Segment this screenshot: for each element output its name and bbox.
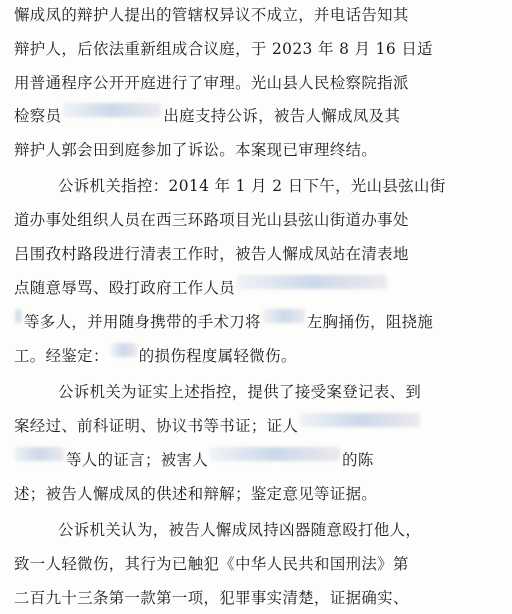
text-line xyxy=(0,481,512,507)
text-line xyxy=(0,447,512,473)
text-line xyxy=(0,137,512,163)
text: 左胸捅伤，阻挠施 xyxy=(306,313,434,331)
text: 辩护人，后依法重新组成合议庭，于 2023 年 8 月 16 日适 xyxy=(14,40,433,58)
redaction-blur xyxy=(14,447,64,461)
text-line xyxy=(0,551,512,577)
text-line xyxy=(0,585,512,611)
text: 等人的证言；被害人 xyxy=(66,451,209,469)
redaction-blur xyxy=(237,275,387,289)
text-line xyxy=(0,413,512,439)
text: 检察员 xyxy=(14,107,62,125)
redaction-blur xyxy=(263,309,305,323)
text: 公诉机关认为，被告人懈成凤持凶器随意殴打他人， xyxy=(58,521,422,539)
text: 工。经鉴定： xyxy=(14,347,109,365)
text-line xyxy=(0,241,512,267)
text: 道办事处组织人员在西三环路项目光山县弦山街道办事处 xyxy=(14,211,409,229)
text: 等多人，并用随身携带的手术刀将 xyxy=(24,313,261,331)
redaction-blur xyxy=(14,309,22,323)
text: 点随意辱骂、殴打政府工作人员 xyxy=(14,279,236,297)
text: 致一人轻微伤，其行为已触犯《中华人民共和国刑法》第 xyxy=(14,555,409,573)
text-line xyxy=(0,207,512,233)
text-line xyxy=(0,517,512,543)
text: 出庭支持公诉，被告人懈成凤及其 xyxy=(163,107,401,125)
text: 的陈 xyxy=(342,451,374,469)
text: 二百九十三条第一款第一项，犯罪事实清楚，证据确实、 xyxy=(14,589,409,607)
text-line xyxy=(0,70,512,96)
text: 公诉机关为证实上述指控，提供了接受案登记表、到 xyxy=(58,383,422,401)
text: 述；被告人懈成凤的供述和辩解；鉴定意见等证据。 xyxy=(14,485,378,503)
text: 吕围孜村路段进行清表工作时，被告人懈成凤站在清表地 xyxy=(14,245,409,263)
text: 懈成凤的辩护人提出的管辖权异议不成立，并电话告知其 xyxy=(14,6,409,24)
redaction-blur xyxy=(300,413,420,427)
text-line xyxy=(0,275,512,301)
text-line xyxy=(0,36,512,62)
text: 案经过、前科证明、协议书等书证；证人 xyxy=(14,417,299,435)
text-line xyxy=(0,309,512,335)
text-line xyxy=(0,2,512,28)
text: 用普通程序公开开庭进行了审理。光山县人民检察院指派 xyxy=(14,74,409,92)
text: 辩护人郭会田到庭参加了诉讼。本案现已审理终结。 xyxy=(14,141,378,159)
redaction-blur xyxy=(111,343,137,357)
text-line xyxy=(0,379,512,405)
redaction-blur xyxy=(63,103,161,117)
text-line xyxy=(0,343,512,369)
text: 公诉机关指控：2014 年 1 月 2 日下午，光山县弦山街 xyxy=(58,177,446,195)
text-line xyxy=(0,103,512,129)
redaction-blur xyxy=(210,447,340,461)
text-line xyxy=(0,173,512,199)
text: 的损伤程度属轻微伤。 xyxy=(138,347,297,365)
